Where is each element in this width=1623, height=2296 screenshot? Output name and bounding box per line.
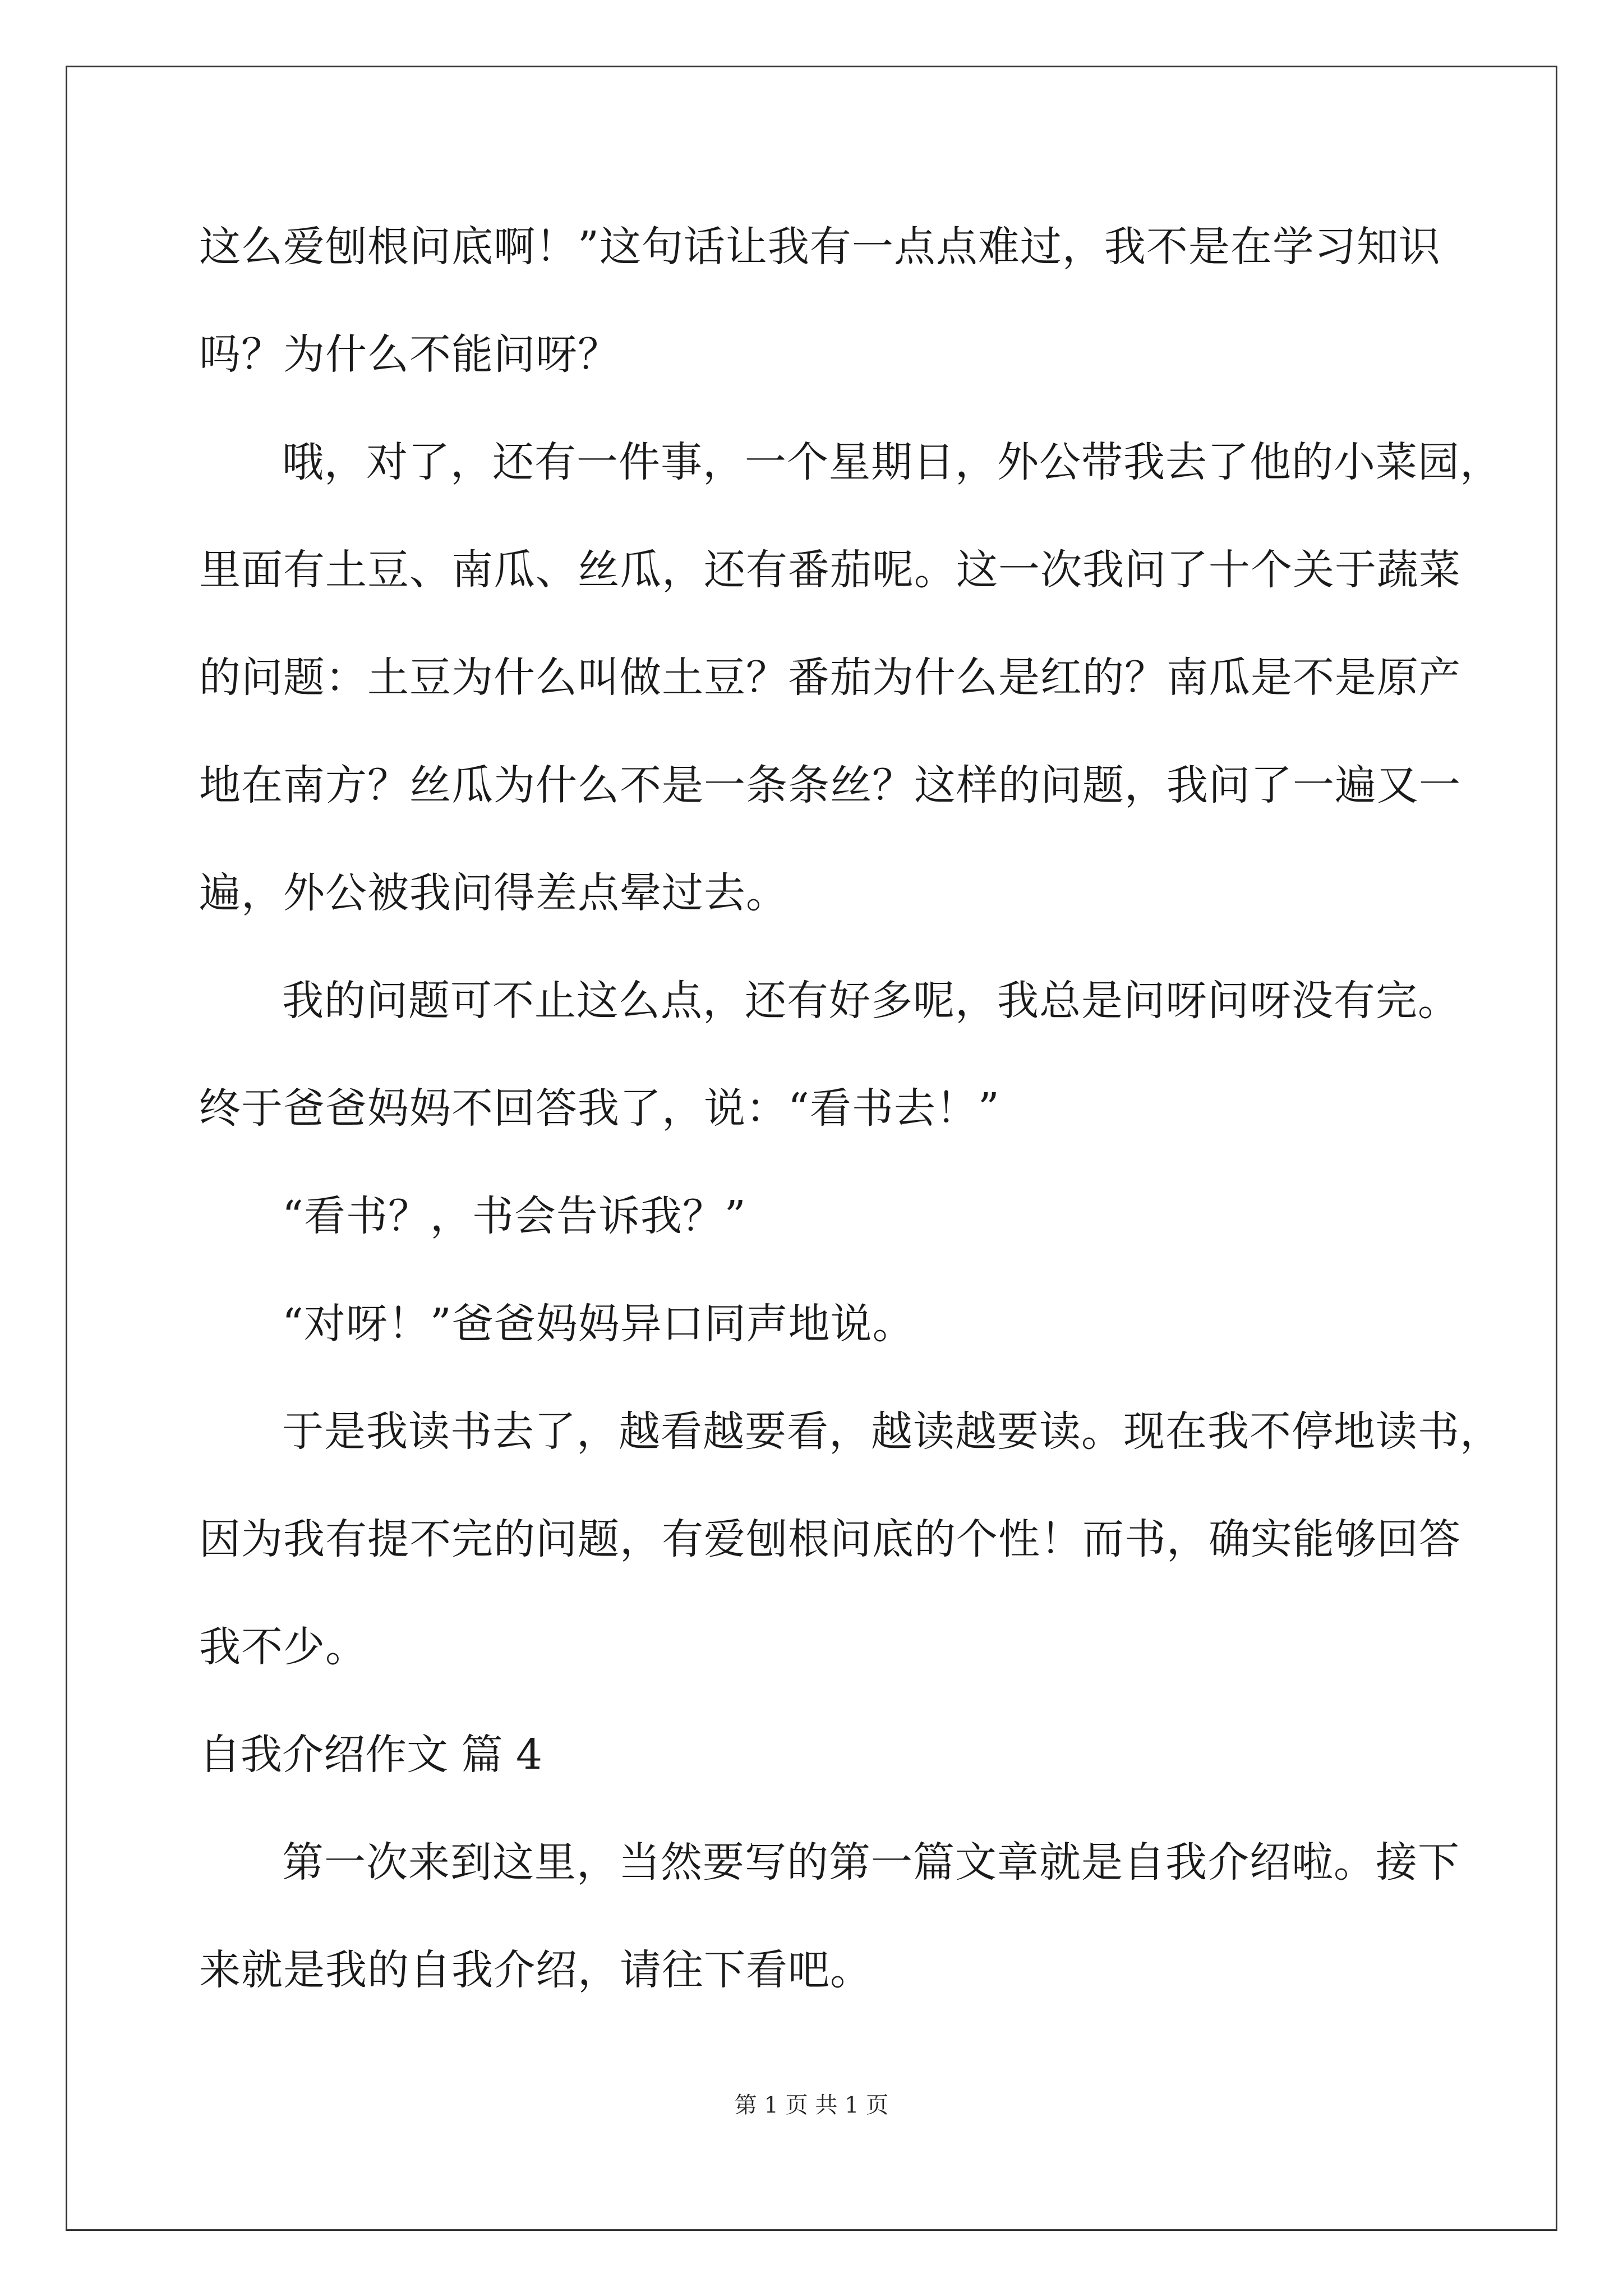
text-line: 的问题：土豆为什么叫做土豆？番茄为什么是红的？南瓜是不是原产: [199, 654, 1461, 702]
paragraph-start-line: 我的问题可不止这么点，还有好多呢，我总是问呀问呀没有完。: [282, 977, 1460, 1025]
paragraph-start-line: 哦，对了，还有一件事，一个星期日，外公带我去了他的小菜园，: [282, 438, 1502, 486]
text-line: 来就是我的自我介绍，请往下看吧。: [199, 1946, 872, 1994]
document-body: [199, 216, 1502, 2047]
text-line: 地在南方？丝瓜为什么不是一条条丝？这样的问题，我问了一遍又一: [199, 761, 1461, 809]
page-number-footer: 第 1 页 共 1 页: [734, 2092, 889, 2118]
paragraph-start-line: 于是我读书去了，越看越要看，越读越要读。现在我不停地读书，: [282, 1407, 1502, 1456]
text-line: 吗？为什么不能问呀？: [199, 330, 620, 379]
text-line: 终于爸爸妈妈不回答我了，说：“看书去！”: [199, 1084, 1000, 1133]
paragraph-start-line: 第一次来到这里，当然要写的第一篇文章就是自我介绍啦。接下: [282, 1838, 1460, 1887]
paragraph-start-line: “对呀！”爸爸妈妈异口同声地说。: [282, 1300, 915, 1348]
section-heading: 自我介绍作文 篇 4: [199, 1731, 543, 1779]
text-line: 我不少。: [199, 1623, 367, 1671]
text-line: 里面有土豆、南瓜、丝瓜，还有番茄呢。这一次我问了十个关于蔬菜: [199, 546, 1461, 594]
paragraph-start-line: “看书？，书会告诉我？”: [282, 1192, 746, 1240]
text-line: 因为我有提不完的问题，有爱刨根问底的个性！而书，确实能够回答: [199, 1515, 1461, 1563]
text-line: 遍，外公被我问得差点晕过去。: [199, 869, 788, 917]
text-line: 这么爱刨根问底啊！”这句话让我有一点点难过，我不是在学习知识: [199, 223, 1441, 271]
